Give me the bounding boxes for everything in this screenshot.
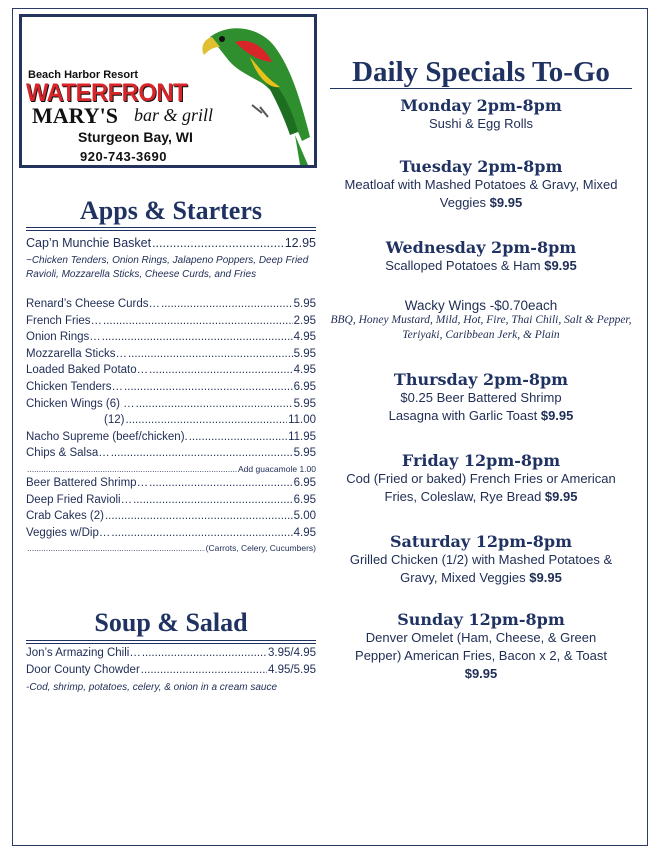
list-item: Chips & Salsa… ..... 5.95 <box>26 447 316 464</box>
list-item: Nacho Supreme (beef/chicken). ..... 11.95 <box>26 431 316 448</box>
list-item: Mozzarella Sticks… ..... 5.95 <box>26 348 316 365</box>
apps-rule-2 <box>26 230 316 231</box>
wacky-wings: Wacky Wings -$0.70each BBQ, Honey Mustard, Mild, Hot, Fire, Thai Chili, Salt & Pepper, Teriyaki, Caribbean Jerk, & Plain <box>330 298 632 341</box>
special-friday: Friday 12pm-8pm Cod (Fried or baked) French Fries or American Fries, Coleslaw, Rye Bread $9.95 <box>346 451 616 504</box>
list-item: ..... Add guacamole 1.00 <box>26 464 316 477</box>
apps-list <box>26 298 316 556</box>
apps-rule <box>26 227 316 228</box>
list-item: Jon’s Armazing Chili… ..... 3.95/4.95 <box>26 647 316 664</box>
list-item: Veggies w/Dip… ..... 4.95 <box>26 527 316 544</box>
list-item: Chicken Tenders… ..... 6.95 <box>26 381 316 398</box>
list-item: Beer Battered Shrimp… ..... 6.95 <box>26 477 316 494</box>
chowder-note: -Cod, shrimp, potatoes, celery, & onion in a cream sauce <box>26 682 278 693</box>
list-item: Renard’s Cheese Curds… ..... 5.95 <box>26 298 316 315</box>
special-monday: Monday 2pm-8pm Sushi & Egg Rolls <box>400 96 562 131</box>
list-item: French Fries… ..... 2.95 <box>26 315 316 332</box>
parrot-icon <box>190 17 317 167</box>
soup-rule <box>26 640 316 641</box>
special-thursday: Thursday 2pm-8pm $0.25 Beer Battered Shrimp Lasagna with Garlic Toast $9.95 <box>388 370 574 423</box>
logo-waterfront: WATERFRONT <box>26 79 188 107</box>
list-item: Door County Chowder ..... 4.95/5.95 <box>26 664 316 681</box>
logo-city: Sturgeon Bay, WI <box>78 129 193 145</box>
restaurant-logo <box>19 14 317 168</box>
list-item: ..... (Carrots, Celery, Cucumbers) <box>26 543 316 556</box>
list-item: (12) ..... 11.00 <box>26 414 316 431</box>
logo-marys: MARY'S <box>32 103 119 128</box>
soup-rule-2 <box>26 643 316 644</box>
basket-note: ~Chicken Tenders, Onion Rings, Jalapeno Poppers, Deep Fried Ravioli, Mozzarella Sticks, Cheese Curds, and Fries <box>26 255 309 280</box>
soup-list <box>26 647 316 680</box>
resort-name: Beach Harbor Resort <box>28 69 139 81</box>
logo-tagline: bar & grill <box>134 105 214 125</box>
apps-title: Apps & Starters <box>80 196 262 225</box>
apps-menu <box>26 236 316 294</box>
list-item: Crab Cakes (2) ..... 5.00 <box>26 510 316 527</box>
special-saturday: Saturday 12pm-8pm Grilled Chicken (1/2) with Mashed Potatoes & Gravy, Mixed Veggies $9.95 <box>349 532 613 585</box>
list-item: Onion Rings… ..... 4.95 <box>26 331 316 348</box>
special-sunday: Sunday 12pm-8pm Denver Omelet (Ham, Cheese, & Green Pepper) American Fries, Bacon x 2, & Toast $9.95 <box>355 610 607 681</box>
list-item: Loaded Baked Potato… ..... 4.95 <box>26 364 316 381</box>
special-wednesday: Wednesday 2pm-8pm Scalloped Potatoes & Ham $9.95 <box>385 238 577 273</box>
list-item: Deep Fried Ravioli… ..... 6.95 <box>26 494 316 511</box>
special-tuesday: Tuesday 2pm-8pm Meatloaf with Mashed Potatoes & Gravy, Mixed Veggies $9.95 <box>344 157 618 210</box>
specials-title: Daily Specials To-Go <box>352 56 610 88</box>
logo-phone: 920-743-3690 <box>80 149 167 164</box>
specials-rule <box>330 88 632 89</box>
list-item: Cap’n Munchie Basket ..... 12.95 <box>26 236 316 254</box>
list-item: Chicken Wings (6) … ..... 5.95 <box>26 398 316 415</box>
soup-title: Soup & Salad <box>94 608 248 637</box>
